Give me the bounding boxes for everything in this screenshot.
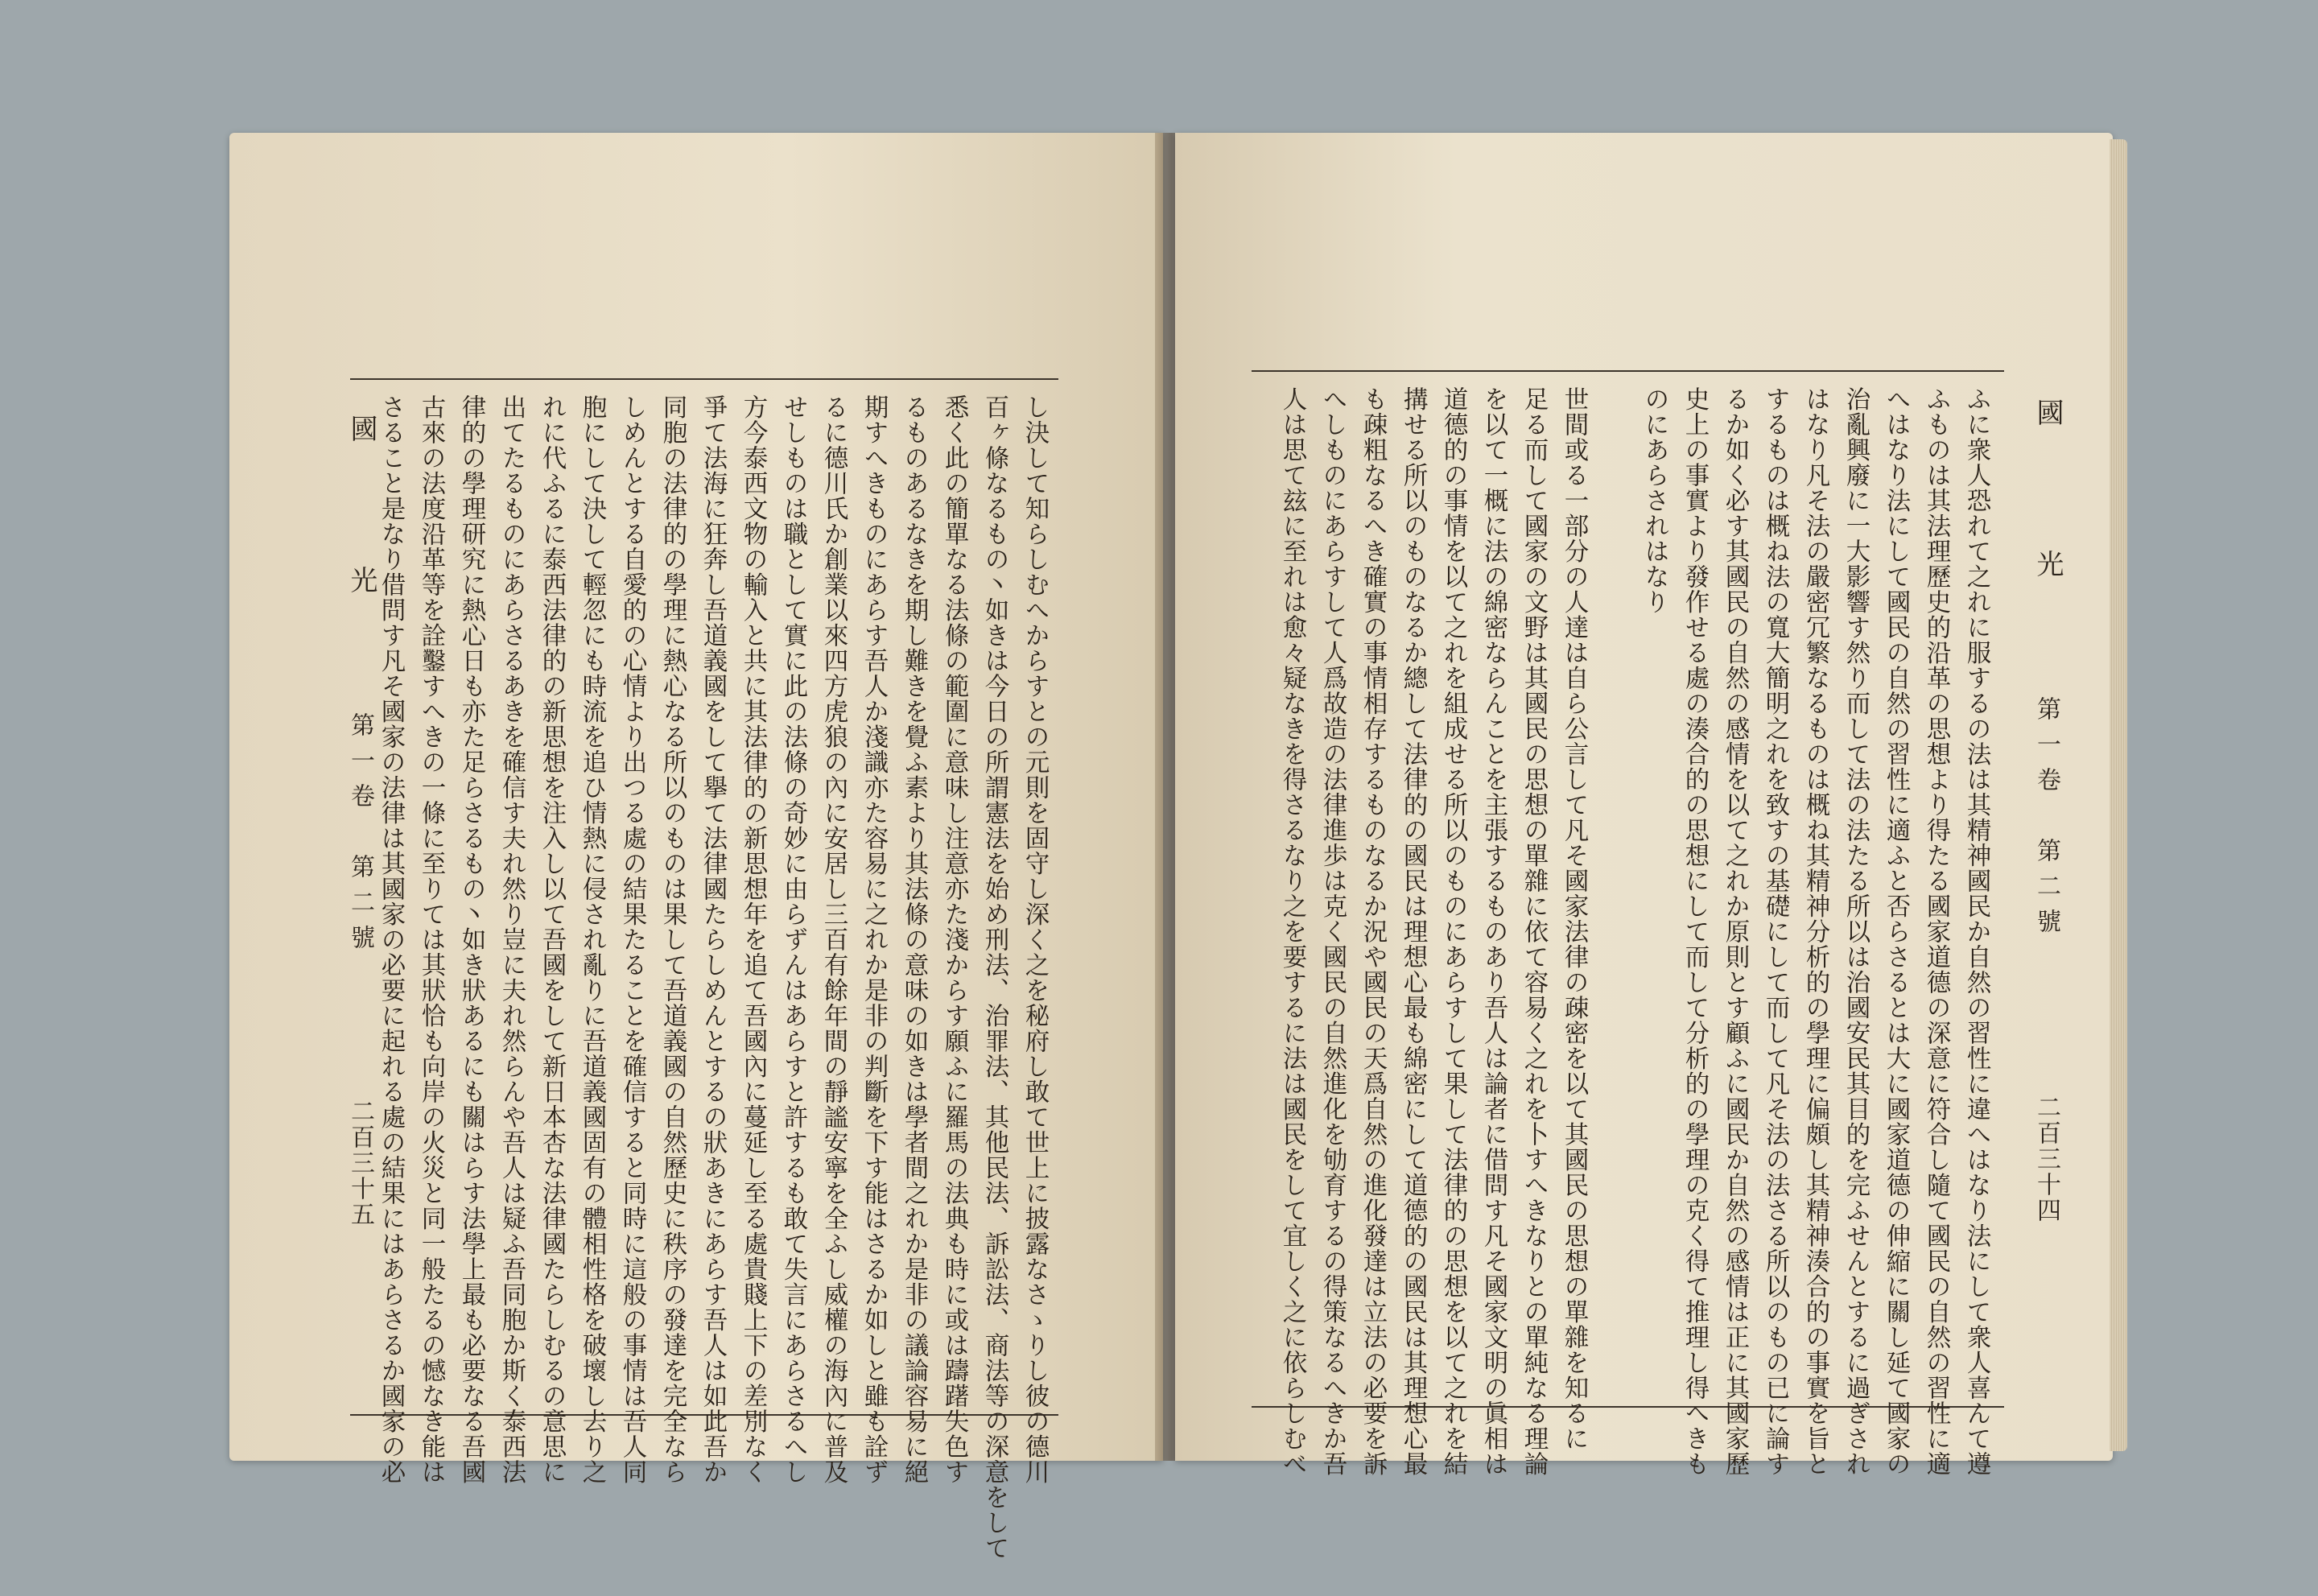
text-line: るものあるなきを期し難きを覺ふ素より其法條の意味の如きは學者間之れか是非の議論容易に絕 <box>900 394 928 1485</box>
text-line: 出てたるものにあらさるあきを確信す夫れ然り豈に夫れ然らんや吾人は疑ふ吾同胞か斯く泰西法 <box>497 394 526 1485</box>
text-line: を以て一概に法の綿密ならんことを主張するものあり吾人は論者に借問す凡そ國家文明の眞相は <box>1479 386 1508 1477</box>
text-line: ふに衆人恐れて之れに服するの法は其精神國民か自然の習性に違へはなり法にして衆人喜んて遵 <box>1962 386 1990 1477</box>
text-line: のにあらされはなり <box>1640 386 1668 615</box>
text-line: 悉く此の簡單なる法條の範圍に意味し注意亦た淺からす願ふに羅馬の法典も時に或は躊躇失色す <box>940 394 968 1485</box>
text-line: 足る而して國家の文野は其國民の思想の單雜に依て容易く之れを卜すへきなりとの單純なる理論 <box>1520 386 1548 1477</box>
text-line: ふものは其法理歷史的沿革の思想より得たる國家道德の深意に符合し隨て國民の自然の習性に適 <box>1922 386 1950 1477</box>
open-book <box>229 133 2113 1561</box>
text-line: さること是なり借問す凡そ國家の法律は其國家の必要に起れる處の結果にはあらさるか國家の必 <box>377 394 405 1485</box>
text-line: 治亂興廢に一大影響す然り而して法の法たる所以は治國安民其目的を完ふせんとするに過ぎされ <box>1842 386 1870 1477</box>
left-volume-issue: 第一卷 第二號 <box>346 712 374 960</box>
text-line: 律的の學理研究に熱心日も亦た足らさるもの丶如き狀あるにも關はらす法學上最も必要なる吾國 <box>457 394 485 1485</box>
text-line: へはなり法にして國民の自然の習性に適ふと否らさるとは大に國家道德の伸縮に關し延て國家の <box>1882 386 1910 1477</box>
text-line: 百ヶ條なるもの丶如きは今日の所謂憲法を始め刑法、治罪法、其他民法、訴訟法、商法等の深意をして <box>980 394 1008 1561</box>
text-line: るか如く必す其國民の自然の感情を以て之れか原則とす顧ふに國民か自然の感情は正に其國家歷 <box>1721 386 1749 1477</box>
text-line: 胞にして決して輕忽にも時流を追ひ情熱に侵され亂りに吾道義國固有の體相性格を破壞し去り之 <box>578 394 606 1485</box>
text-line: も疎粗なるへき確實の事情相存するものなるか況や國民の天爲自然の進化發達は立法の必要を訴 <box>1359 386 1387 1477</box>
left-running-title: 國 光 <box>345 414 377 641</box>
text-line: 史上の事實より發作せる處の湊合的の思想にして而して分析的の學理の克く得て推理し得へきも <box>1681 386 1709 1477</box>
left-page <box>229 133 1163 1561</box>
text-line: 期すへきものにあらす吾人か淺識亦た容易に之れか是非の判斷を下す能はさるか如しと雖も詮ず <box>860 394 888 1485</box>
text-line: 古來の法度沿革等を詮鑿すへきの一條に至りては其狀恰も向岸の火災と同一般たるの憾なき能は <box>417 394 445 1485</box>
page-edge <box>2110 139 2127 1451</box>
text-line: 道德的の事情を以て之れを組成せる所以のものにあらすして果して法律的の思想を以て之れを結 <box>1439 386 1467 1477</box>
text-line: 同胞の法律的の學理に熱心なる所以のものは果して吾道義國の自然歷史に秩序の發達を完全なら <box>658 394 687 1485</box>
text-line: し決して知らしむへからすとの元則を固守し深く之を秘府し敢て世上に披露なさゝりし彼の德川 <box>1021 394 1049 1485</box>
text-line <box>1594 386 1634 1388</box>
text-line: 人は思て玆に至れは愈々疑なきを得さるなり之を要するに法は國民をして宜しく之に依らしむべ <box>1278 386 1306 1477</box>
text-line: へしものにあらすして人爲故造の法律進歩は克く國民の自然進化を劬育するの得策なるへきか吾 <box>1318 386 1347 1477</box>
right-page <box>1175 133 2113 1477</box>
text-line: 爭て法海に狂奔し吾道義國をして擧て法律國たらしめんとするの狀あきにあらす吾人は如此吾か <box>699 394 727 1485</box>
right-page-number: 二百三十四 <box>2032 1095 2060 1223</box>
right-volume-issue: 第一卷 第二號 <box>2032 696 2060 944</box>
right-running-title: 國 光 <box>2031 398 2064 625</box>
text-line: れに代ふるに泰西法律的の新思想を注入し以て吾國をして新日本杏な法律國たらしむるの意思に <box>538 394 566 1485</box>
text-line: しめんとする自愛的の心情より出つる處の結果たることを確信すると同時に這般の事情は吾人同 <box>618 394 646 1485</box>
text-line: 方今泰西文物の輸入と共に其法律的の新思想年を追て吾國內に蔓延し至る處貴賤上下の差別なく <box>739 394 767 1485</box>
text-line: するものは概ね法の寬大簡明之れを致すの基礎にして而して凡そ法の法さる所以のもの已に論す <box>1761 386 1789 1477</box>
left-body-text <box>377 394 1054 1561</box>
text-line: 搆せる所以のものなるか總して法律的の國民は理想心最も綿密にして道德的の國民は其理想心最 <box>1399 386 1427 1477</box>
text-line: はなり凡そ法の嚴密冗繁なるものは概ね其精神分析的の學理に偏頗し其精神湊合的の事實を旨と <box>1801 386 1829 1477</box>
right-body-text <box>1260 386 1996 1477</box>
text-line: 世間或る一部分の人達は自ら公言して凡そ國家法律の疎密を以て其國民の思想の單雜を知るに <box>1560 386 1588 1451</box>
text-line: せしものは職として實に此の法條の奇妙に由らずんはあらすと許するも敢て失言にあらさるへし <box>779 394 807 1485</box>
text-line: るに德川氏か創業以來四方虎狼の內に安居し三百有餘年間の靜謐安寧を全ふし威權の海內に普及 <box>819 394 848 1485</box>
left-page-number: 二百三十五 <box>346 1099 374 1227</box>
